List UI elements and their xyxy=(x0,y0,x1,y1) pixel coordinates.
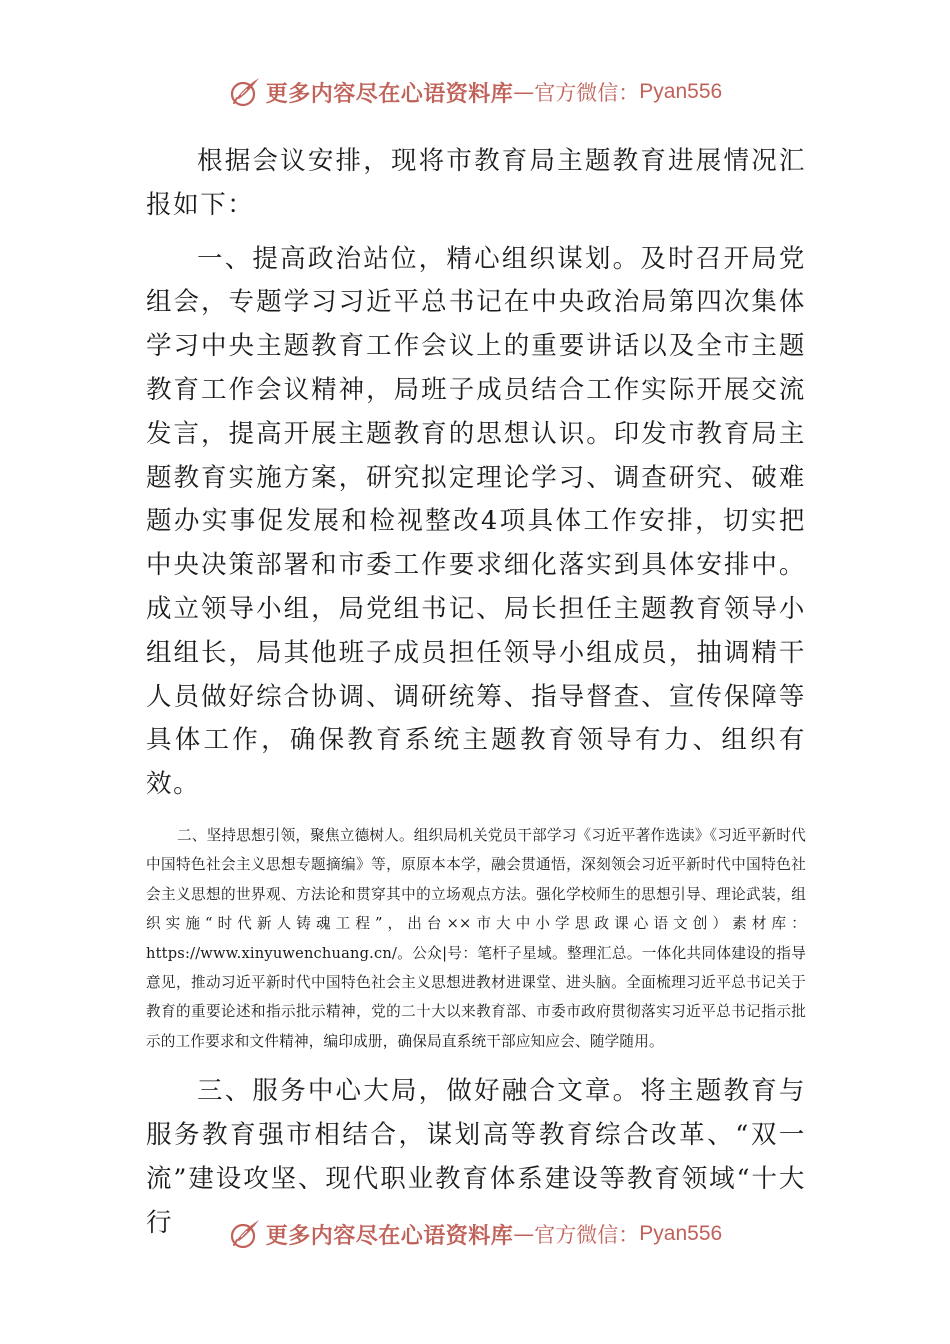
quill-pen-circle-icon xyxy=(228,1217,262,1251)
banner-separator: — xyxy=(513,80,535,104)
banner-main-text: 更多内容尽在心语资料库 xyxy=(265,80,514,107)
banner-separator: — xyxy=(513,1222,535,1246)
footer-watermark-banner xyxy=(0,1214,950,1254)
quill-pen-circle-icon xyxy=(228,75,262,109)
banner-wechat-id: Pyan556 xyxy=(639,80,723,103)
banner-main-text: 更多内容尽在心语资料库 xyxy=(265,1222,514,1249)
banner-wechat-id: Pyan556 xyxy=(639,1222,723,1245)
banner-sub-text: 官方微信： xyxy=(534,81,640,105)
banner-sub-text: 官方微信： xyxy=(534,1223,640,1247)
document-body xyxy=(146,140,806,1245)
header-watermark-banner xyxy=(0,72,950,112)
paragraph-section-one: 一、提高政治站位，精心组织谋划。及时召开局党组会，专题学习习近平总书记在中央政治局第四次集体学习中央主题教育工作会议上的重要讲话以及全市主题教育工作会议精神，局班子成员结合工作实际开展交流发言，提高开展主题教育的思想认识。印发市教育局主题教育实施方案，研究拟定理论学习、调查研究、破难题办实事促发展和检视整改4项具体工作安排，切实把中央决策部署和市委工作要求细化落实到具体安排中。成立领导小组，局党组书记、局长担任主题教育领导小组组长，局其他班子成员担任领导小组成员，抽调精干人员做好综合协调、调研统筹、指导督查、宣传保障等具体工作，确保教育系统主题教育领导有力、组织有效。 xyxy=(146,243,806,800)
paragraph-section-three: 三、服务中心大局，做好融合文章。将主题教育与服务教育强市相结合，谋划高等教育综合改革、“双一流”建设攻坚、现代职业教育体系建设等教育领域“十大行 xyxy=(146,1076,806,1238)
paragraph-intro: 根据会议安排，现将市教育局主题教育进展情况汇报如下： xyxy=(146,146,806,220)
paragraph-section-two: 二、坚持思想引领，聚焦立德树人。组织局机关党员干部学习《习近平著作选读》《习近平新时代中国特色社会主义思想专题摘编》等，原原本本学，融会贯通悟，深刻领会习近平新时代中国特色社会主义思想的世界观、方法论和贯穿其中的立场观点方法。强化学校师生的思想引导、理论武装，组织实施“时代新人铸魂工程”，出台××市大中小学思政课心语文创）素材库：https://www.xinyuwenchuang.cn/。公众|号：笔杆子星域。整理汇总。一体化共同体建设的指导意见，推动习近平新时代中国特色社会主义思想进教材进课堂、进头脑。全面梳理习近平总书记关于教育的重要论述和指示批示精神，党的二十大以来教育部、市委市政府贯彻落实习近平总书记指示批示的工作要求和文件精神，编印成册，确保局直系统干部应知应会、随学随用。 xyxy=(146,826,806,1050)
